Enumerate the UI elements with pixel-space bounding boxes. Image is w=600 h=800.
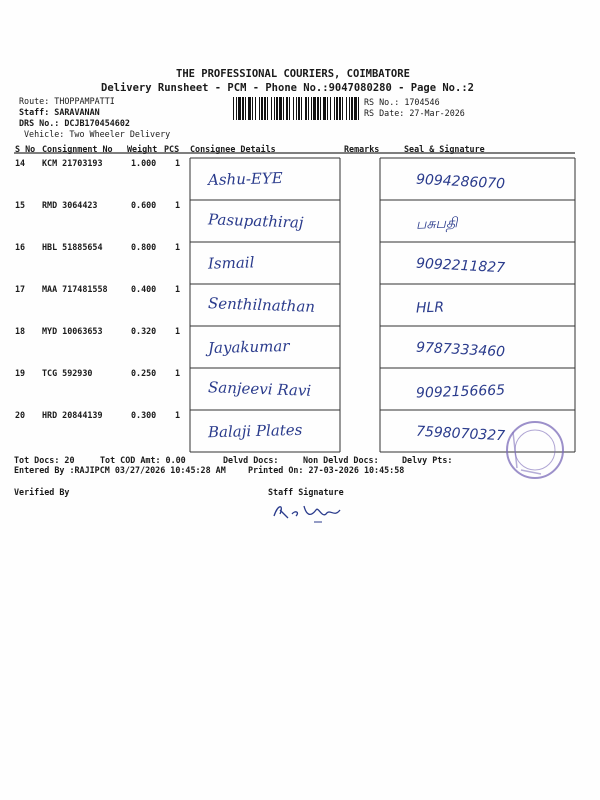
col-pcs: PCS <box>164 144 180 154</box>
col-consignee: Consignee Details <box>190 144 276 154</box>
col-consignment: Consignment No <box>42 144 113 154</box>
row-signature-handwritten: 9787333460 <box>415 339 506 361</box>
row-consignment-no: HRD 20844139 <box>42 410 103 420</box>
verified-by: Verified By <box>14 487 70 497</box>
row-consignee-handwritten: Ismail <box>207 253 255 273</box>
row-pcs: 1 <box>175 284 181 294</box>
col-seal: Seal & Signature <box>404 144 485 154</box>
row-sno: 19 <box>15 368 26 378</box>
col-sno: S No <box>15 144 36 154</box>
row-pcs: 1 <box>175 368 181 378</box>
entered-by: Entered By :RAJIPCM 03/27/2026 10:45:28 AM <box>14 465 226 475</box>
drs-label: DRS No.: DCJB170454602 <box>19 118 130 128</box>
row-sno: 17 <box>15 284 26 294</box>
row-consignment-no: MAA 717481558 <box>42 284 108 294</box>
delvd-docs: Delvd Docs: <box>223 455 279 465</box>
row-consignment-no: HBL 51885654 <box>42 242 103 252</box>
row-signature-handwritten: 7598070327 <box>415 423 506 445</box>
row-sno: 20 <box>15 410 26 420</box>
row-signature-handwritten: 9092211827 <box>415 255 506 277</box>
staff-signature-label: Staff Signature <box>268 487 344 497</box>
row-consignee-handwritten: Senthilnathan <box>207 294 316 316</box>
delvy-pts: Delvy Pts: <box>402 455 453 465</box>
staff-label: Staff: SARAVANAN <box>19 107 100 117</box>
row-consignee-handwritten: Sanjeevi Ravi <box>207 378 312 400</box>
route-label: Route: THOPPAMPATTI <box>19 96 115 106</box>
row-consignee-handwritten: Ashu-EYE <box>207 169 283 189</box>
col-weight: Weight <box>127 144 158 154</box>
row-consignment-no: RMD 3064423 <box>42 200 98 210</box>
row-signature-handwritten: பசுபதி <box>415 215 458 233</box>
row-pcs: 1 <box>175 242 181 252</box>
office-seal-stamp <box>495 418 565 488</box>
rs-no-label: RS No.: 1704546 <box>364 97 440 107</box>
row-weight: 0.300 <box>131 410 157 420</box>
row-weight: 0.250 <box>131 368 157 378</box>
row-consignee-handwritten: Pasupathiraj <box>207 210 304 232</box>
row-weight: 0.800 <box>131 242 157 252</box>
row-consignment-no: KCM 21703193 <box>42 158 103 168</box>
row-sno: 16 <box>15 242 26 252</box>
row-consignment-no: MYD 10063653 <box>42 326 103 336</box>
row-sno: 15 <box>15 200 26 210</box>
row-pcs: 1 <box>175 326 181 336</box>
row-pcs: 1 <box>175 200 181 210</box>
col-remarks: Remarks <box>344 144 380 154</box>
row-weight: 0.320 <box>131 326 157 336</box>
row-signature-handwritten: 9092156665 <box>415 382 506 402</box>
non-delvd-docs: Non Delvd Docs: <box>303 455 379 465</box>
row-sno: 14 <box>15 158 26 168</box>
row-sno: 18 <box>15 326 26 336</box>
runsheet-subtitle: Delivery Runsheet - PCM - Phone No.:9047080280 - Page No.:2 <box>101 82 474 94</box>
vehicle-label: Vehicle: Two Wheeler Delivery <box>24 129 171 139</box>
row-weight: 1.000 <box>131 158 157 168</box>
row-consignee-handwritten: Balaji Plates <box>207 420 303 442</box>
row-consignment-no: TCG 592930 <box>42 368 93 378</box>
row-signature-handwritten: HLR <box>415 299 445 317</box>
row-consignee-handwritten: Jayakumar <box>207 336 290 358</box>
row-pcs: 1 <box>175 158 181 168</box>
row-weight: 0.600 <box>131 200 157 210</box>
printed-on: Printed On: 27-03-2026 10:45:58 <box>248 465 405 475</box>
row-pcs: 1 <box>175 410 181 420</box>
tot-cod: Tot COD Amt: 0.00 <box>100 455 186 465</box>
staff-signature-hw <box>270 496 350 526</box>
row-weight: 0.400 <box>131 284 157 294</box>
rs-date-label: RS Date: 27-Mar-2026 <box>364 108 465 118</box>
row-signature-handwritten: 9094286070 <box>415 171 506 193</box>
company-title: THE PROFESSIONAL COURIERS, COIMBATORE <box>176 68 410 80</box>
tot-docs: Tot Docs: 20 <box>14 455 75 465</box>
